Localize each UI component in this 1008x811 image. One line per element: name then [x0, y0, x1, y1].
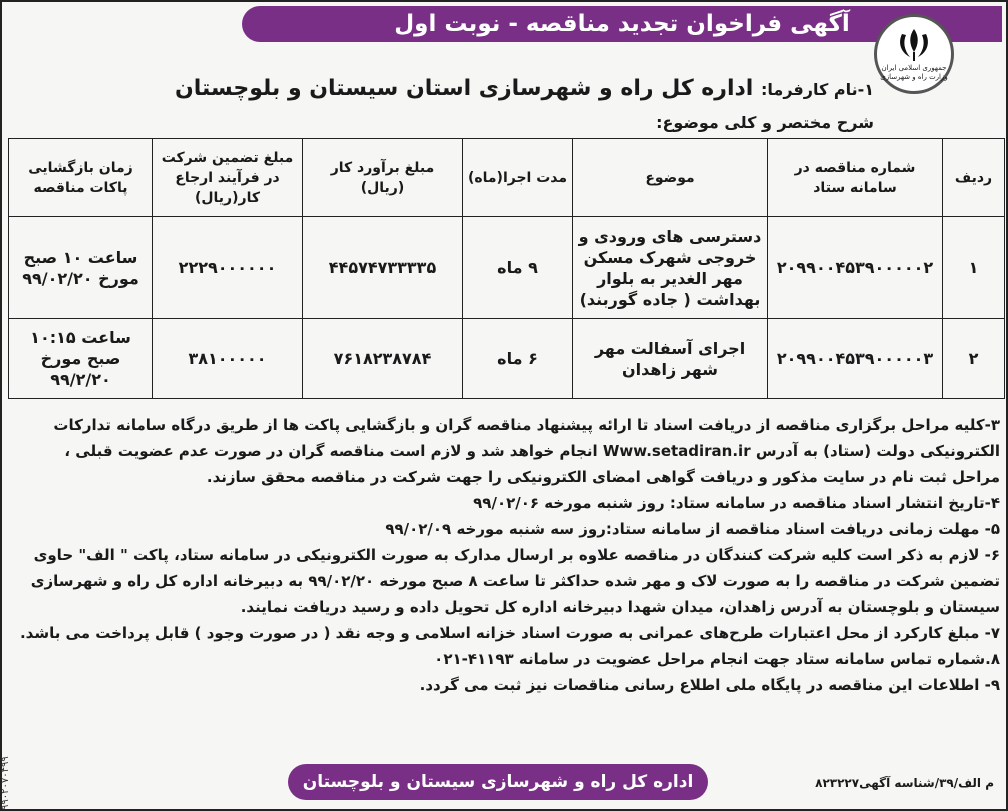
- cell-tender-number: ۲۰۹۹۰۰۴۵۳۹۰۰۰۰۰۳: [768, 319, 943, 399]
- emblem-icon: [894, 26, 934, 64]
- note-8: ۸.شماره تماس سامانه ستاد جهت انجام مراحل عضویت در سامانه ۴۱۱۹۳-۰۲۱: [434, 650, 1000, 668]
- cell-opening-time: ساعت ۱۰:۱۵ صبح مورخ ۹۹/۲/۲۰: [9, 319, 153, 399]
- header-opening-time: زمان بازگشایی پاکات مناقصه: [9, 139, 153, 217]
- subject-label: شرح مختصر و کلی موضوع:: [656, 113, 874, 132]
- cell-guarantee: ۳۸۱۰۰۰۰۰: [153, 319, 303, 399]
- cell-row-num: ۲: [943, 319, 1005, 399]
- cell-duration: ۶ ماه: [463, 319, 573, 399]
- header-duration: مدت اجرا(ماه): [463, 139, 573, 217]
- header-guarantee: مبلغ تضمین شرکت در فرآیند ارجاع کار(ریال): [153, 139, 303, 217]
- header-row-num: ردیف: [943, 139, 1005, 217]
- note-9: ۹- اطلاعات این مناقصه در پایگاه ملی اطلاع رسانی مناقصات نیز ثبت می گردد.: [419, 676, 1000, 694]
- note-6: ۶- لازم به ذکر است کلیه شرکت کنندگان در مناقصه علاوه بر ارسال مدارک به صورت الکترونیکی در سامانه ستاد، پاکت " الف" حاوی تضمین شرکت در مناقصه را به صورت لاک و مهر شده حداکثر تا ساعت ۸ صبح مورخه ۹۹/۰۲/۲۰ به دبیرخانه اداره کل راه و شهرسازی سیستان و بلوچستان به آدرس زاهدان، میدان شهدا دبیرخانه اداره کل تحویل داده و رسید دریافت نمایند.: [30, 546, 1000, 616]
- header-subject: موضوع: [573, 139, 768, 217]
- notes-section: [14, 412, 1000, 698]
- emblem-caption-2: وزارت راه و شهرسازی: [880, 73, 948, 81]
- cell-estimate: ۷۶۱۸۲۳۸۷۸۴: [303, 319, 463, 399]
- cell-opening-time: ساعت ۱۰ صبح مورخ ۹۹/۰۲/۲۰: [9, 217, 153, 319]
- header-tender-number: شماره مناقصه در سامانه ستاد: [768, 139, 943, 217]
- note-3: ۳-کلیه مراحل برگزاری مناقصه از دریافت اسناد تا ارائه پیشنهاد مناقصه گران و بازگشایی پاکت ها از طریق درگاه سامانه تدارکات الکترونیکی دولت (ستاد) به آدرس Www.setadiran.ir انجام خواهد شد و لازم است مناقصه گران در صورت عدم عضویت قبلی ، مراحل ثبت نام در سایت مذکور و دریافت گواهی امضای الکترونیکی را جهت شرکت در مناقصه محقق سازند.: [53, 416, 1000, 486]
- note-4: ۴-تاریخ انتشار اسناد مناقصه در سامانه ستاد: روز شنبه مورخه ۹۹/۰۲/۰۶: [473, 494, 1000, 512]
- footer-org: اداره کل راه و شهرسازی سیستان و بلوچستان: [302, 772, 694, 792]
- footer-banner: [288, 764, 708, 800]
- employer-label: ۱-نام کارفرما:: [761, 80, 874, 99]
- emblem-caption-1: جمهوری اسلامی ایران: [881, 64, 947, 72]
- cell-tender-number: ۲۰۹۹۰۰۴۵۳۹۰۰۰۰۰۲: [768, 217, 943, 319]
- tender-table: [8, 138, 1005, 399]
- cell-guarantee: ۲۲۲۹۰۰۰۰۰۰: [153, 217, 303, 319]
- note-7: ۷- مبلغ کارکرد از محل اعتبارات طرح‌های عمرانی به صورت اسناد خزانه اسلامی و وجه نقد ( در صورت وجود ) قابل پرداخت می باشد.: [19, 624, 1000, 642]
- header-estimate: مبلغ برآورد کار (ریال): [303, 139, 463, 217]
- cell-subject: اجرای آسفالت مهر شهر زاهدان: [573, 319, 768, 399]
- cell-subject: دسترسی های ورودی و خروجی شهرک مسکن مهر الغدیر به بلوار بهداشت ( جاده گوربند): [573, 217, 768, 319]
- table-header-row: [9, 139, 1005, 217]
- cell-estimate: ۴۴۵۷۴۷۳۳۳۳۵: [303, 217, 463, 319]
- employer-name: اداره کل راه و شهرسازی استان سیستان و بلوچستان: [174, 76, 754, 101]
- ad-identifier: م الف/۳۹/شناسه آگهی۸۲۳۲۲۷: [815, 776, 994, 790]
- employer-line: [114, 76, 874, 101]
- table-row: [9, 217, 1005, 319]
- cell-duration: ۹ ماه: [463, 217, 573, 319]
- side-code: ۹۹۰۲۰۷۰۴۹۹: [0, 756, 11, 810]
- emblem-logo: [874, 14, 954, 94]
- cell-row-num: ۱: [943, 217, 1005, 319]
- table-row: [9, 319, 1005, 399]
- note-5: ۵- مهلت زمانی دریافت اسناد مناقصه از سامانه ستاد:روز سه شنبه مورخه ۹۹/۰۲/۰۹: [385, 520, 1000, 538]
- notice-title: آگهی فراخوان تجدید مناقصه - نوبت اول: [394, 11, 850, 37]
